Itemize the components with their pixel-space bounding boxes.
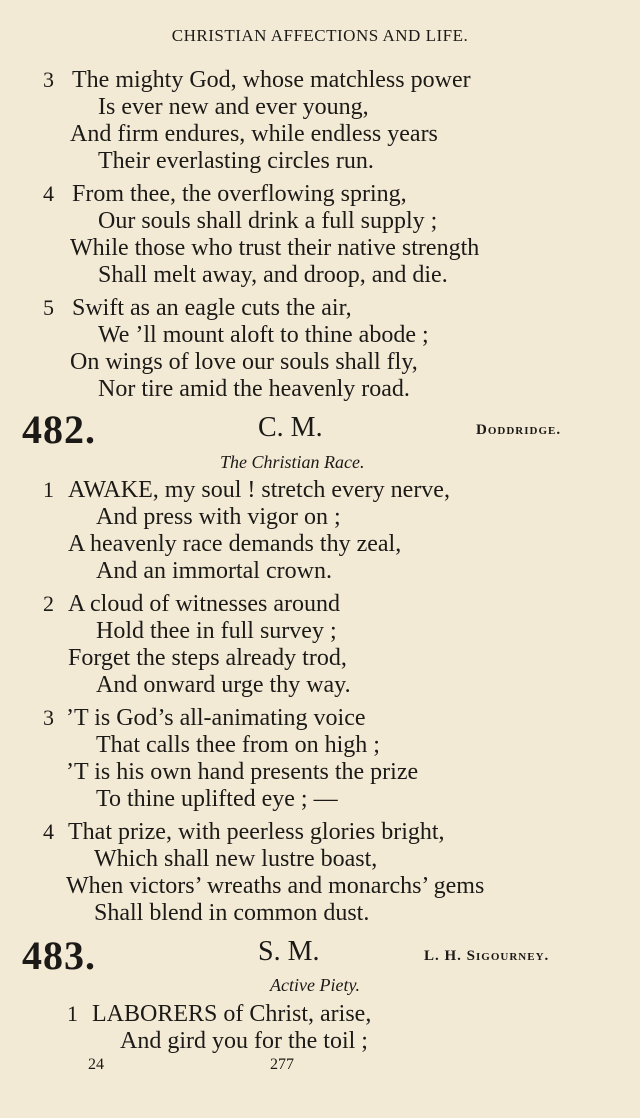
verse-number: 3: [43, 705, 54, 730]
verse-line: Is ever new and ever young,: [98, 94, 369, 120]
hymn-subtitle: Active Piety.: [270, 975, 360, 995]
verse-line: Forget the steps already trod,: [68, 645, 347, 671]
verse-number: 1: [43, 477, 54, 502]
verse-line: That calls thee from on high ;: [96, 732, 380, 758]
verse-line: A heavenly race demands thy zeal,: [68, 531, 402, 557]
verse-line: Our souls shall drink a full supply ;: [98, 208, 438, 234]
hymn-meter: C. M.: [258, 412, 323, 443]
verse-number: 3: [43, 67, 54, 92]
signature-mark: 24: [88, 1056, 104, 1073]
hymn-subtitle: The Christian Race.: [220, 452, 365, 472]
verse-line: While those who trust their native strength: [70, 235, 480, 261]
hymn-number: 483.: [22, 933, 96, 978]
verse-line: ’T is his own hand presents the prize: [66, 759, 419, 785]
verse-line: Hold thee in full survey ;: [96, 618, 337, 644]
hymn-number: 482.: [22, 407, 96, 452]
hymn-author: Doddridge.: [476, 422, 562, 438]
verse-line: We ’ll mount aloft to thine abode ;: [98, 322, 429, 348]
verse-line: And press with vigor on ;: [96, 504, 341, 530]
verse-line: The mighty God, whose matchless power: [72, 67, 471, 93]
verse-line: From thee, the overflowing spring,: [72, 181, 407, 207]
verse-line: And gird you for the toil ;: [120, 1028, 368, 1054]
verse-line: Nor tire amid the heavenly road.: [98, 376, 410, 402]
verse-number: 4: [43, 181, 54, 206]
verse-number: 1: [67, 1001, 78, 1026]
verse-line: And onward urge thy way.: [96, 672, 351, 698]
verse-line: And firm endures, while endless years: [70, 121, 438, 147]
hymn-meter: S. M.: [258, 936, 320, 967]
verse-line: And an immortal crown.: [96, 558, 332, 584]
verse-line: Shall blend in common dust.: [94, 900, 370, 926]
hymn-author: L. H. Sigourney.: [424, 948, 550, 964]
page-number: 277: [270, 1056, 294, 1073]
verse-line: To thine uplifted eye ; —: [96, 786, 338, 812]
verse-line: That prize, with peerless glories bright,: [68, 819, 445, 845]
verse-line: Shall melt away, and droop, and die.: [98, 262, 448, 288]
verse-line: On wings of love our souls shall fly,: [70, 349, 418, 375]
verse-line: When victors’ wreaths and monarchs’ gems: [66, 873, 485, 899]
verse-line: A cloud of witnesses around: [68, 591, 340, 617]
verse-line: LABORERS of Christ, arise,: [92, 1001, 372, 1027]
verse-number: 2: [43, 591, 54, 616]
verse-line: Swift as an eagle cuts the air,: [72, 295, 352, 321]
verse-line: AWAKE, my soul ! stretch every nerve,: [68, 477, 450, 503]
verse-line: ’T is God’s all-animating voice: [66, 705, 366, 731]
verse-number: 4: [43, 819, 54, 844]
verse-line: Their everlasting circles run.: [98, 148, 374, 174]
verse-line: Which shall new lustre boast,: [94, 846, 378, 872]
verse-number: 5: [43, 295, 54, 320]
running-head: CHRISTIAN AFFECTIONS AND LIFE.: [171, 26, 469, 45]
